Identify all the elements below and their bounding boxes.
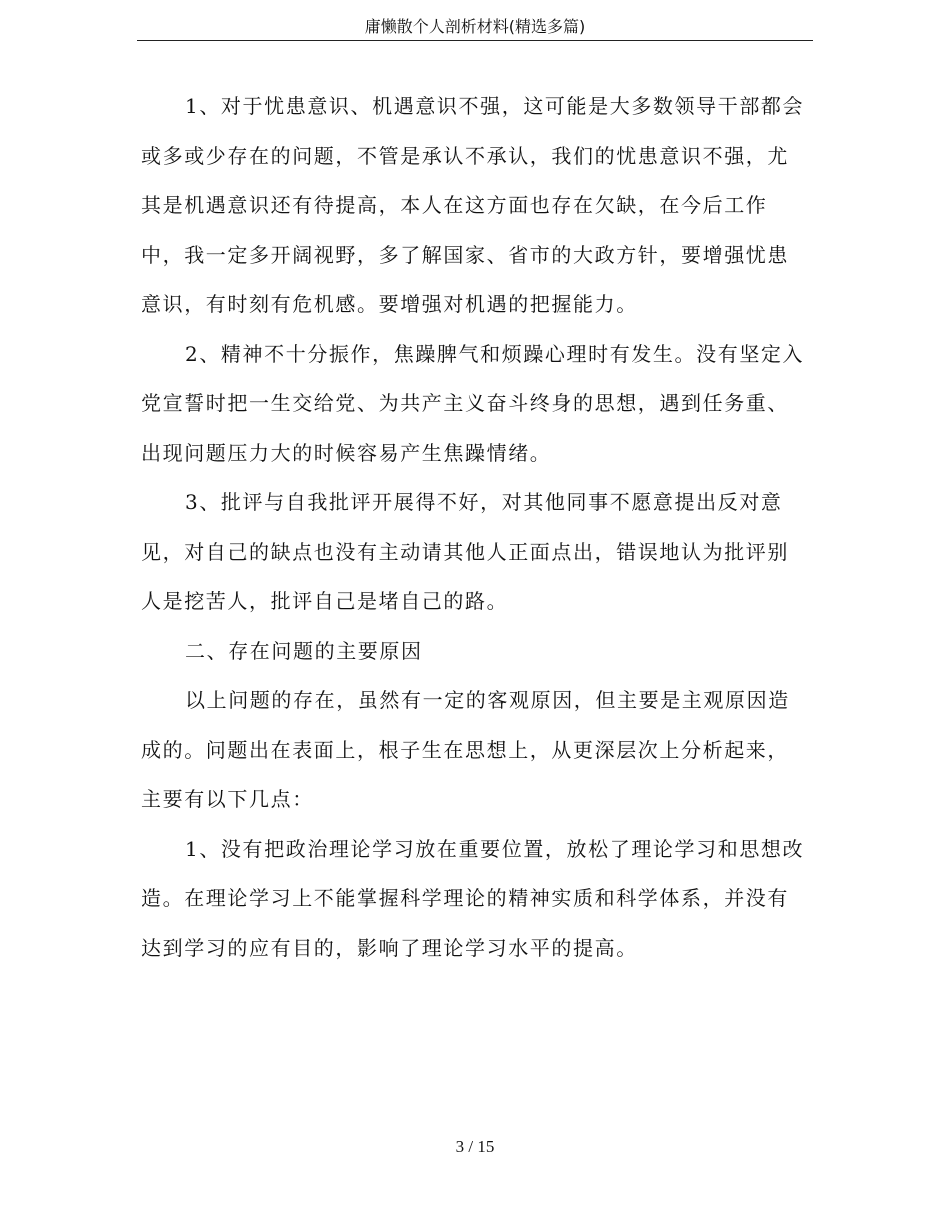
text-line: 3、批评与自我批评开展得不好，对其他同事不愿意提出反对意 xyxy=(185,490,783,514)
text-line: 出现问题压力大的时候容易产生焦躁情绪。 xyxy=(141,440,552,465)
text-line: 中，我一定多开阔视野，多了解国家、省市的大政方针，要增强忧患 xyxy=(141,242,789,267)
text-line: 2、精神不十分振作，焦躁脾气和烦躁心理时有发生。没有坚定入 xyxy=(185,341,805,366)
paragraph xyxy=(141,82,809,330)
text-line: 人是挖苦人，批评自己是堵自己的路。 xyxy=(141,589,509,613)
text-line: 造。在理论学习上不能掌握科学理论的精神实质和科学体系，并没有 xyxy=(141,886,789,910)
text-line: 见，对自己的缺点也没有主动请其他人正面点出，错误地认为批评别 xyxy=(141,539,789,564)
document-title: 庸懒散个人剖析材料(精选多篇) xyxy=(364,17,586,36)
text-line: 意识，有时刻有危机感。要增强对机遇的把握能力。 xyxy=(141,292,638,316)
section-heading xyxy=(141,627,809,677)
paragraph xyxy=(141,478,809,627)
text-line: 达到学习的应有目的，影响了理论学习水平的提高。 xyxy=(141,935,638,960)
text-line: 主要有以下几点： xyxy=(141,787,314,811)
paragraph xyxy=(141,676,809,825)
text-line: 成的。问题出在表面上，根子生在思想上，从更深层次上分析起来， xyxy=(141,737,789,762)
paragraph xyxy=(141,330,809,479)
paragraph xyxy=(141,825,809,974)
document-body xyxy=(141,82,809,973)
text-line: 或多或少存在的问题，不管是承认不承认，我们的忧患意识不强，尤 xyxy=(141,143,789,168)
page-header xyxy=(137,14,813,41)
text-line: 1、对于忧患意识、机遇意识不强，这可能是大多数领导干部都会 xyxy=(185,94,805,118)
text-line: 以上问题的存在，虽然有一定的客观原因，但主要是主观原因造 xyxy=(185,688,790,712)
text-line: 二、存在问题的主要原因 xyxy=(185,638,423,663)
text-line: 党宣誓时把一生交给党、为共产主义奋斗终身的思想，遇到任务重、 xyxy=(141,391,789,415)
page-number: 3 / 15 xyxy=(455,1137,495,1156)
page-footer xyxy=(0,1137,950,1157)
text-line: 1、没有把政治理论学习放在重要位置，放松了理论学习和思想改 xyxy=(185,836,805,861)
text-line: 其是机遇意识还有待提高，本人在这方面也存在欠缺，在今后工作 xyxy=(141,193,768,217)
